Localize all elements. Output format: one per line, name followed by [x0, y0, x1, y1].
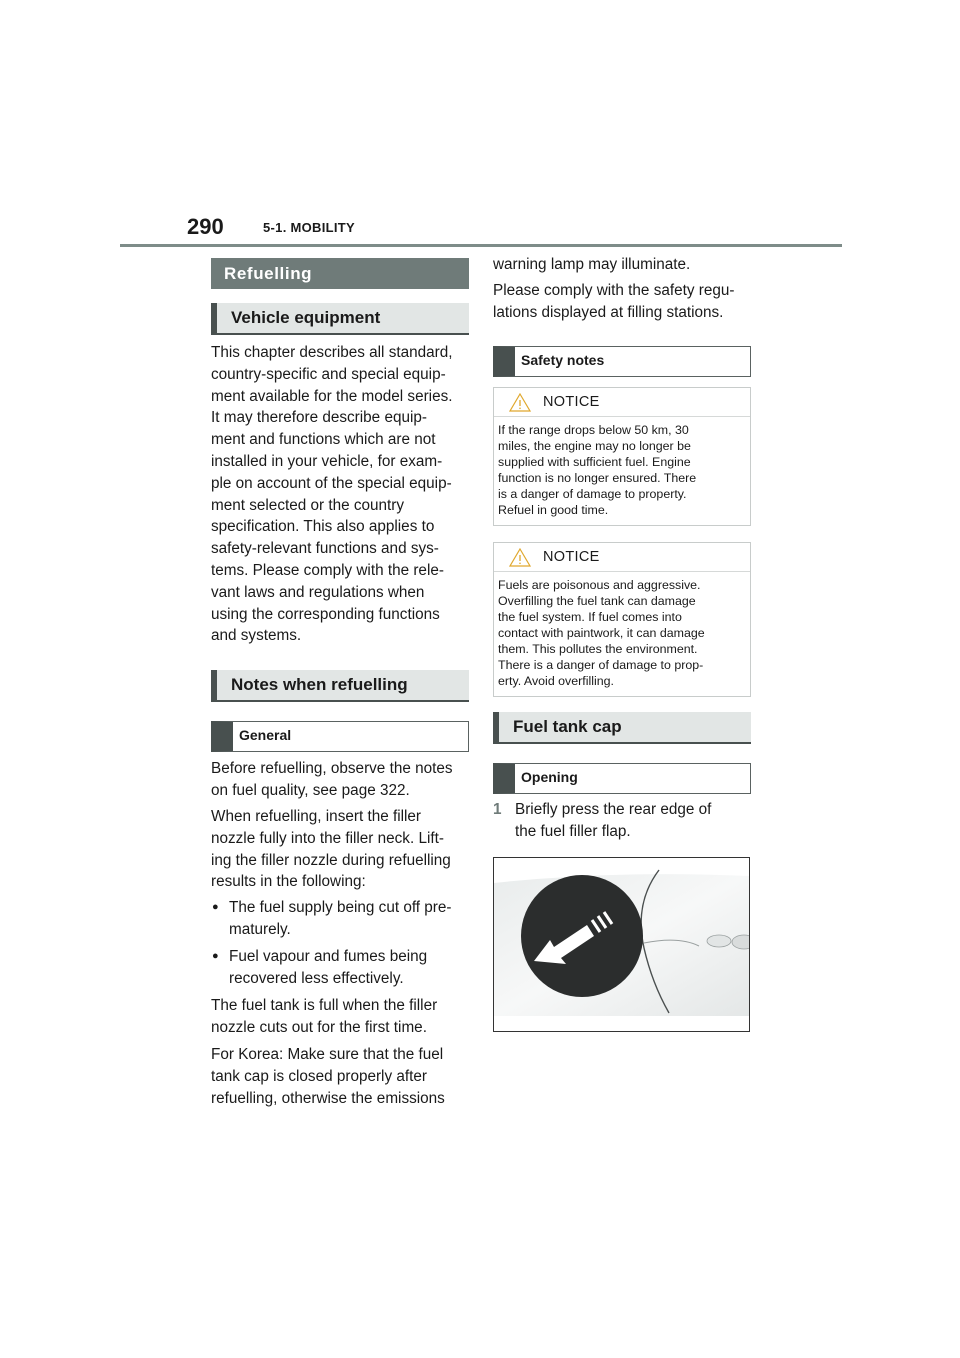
text-line: function is no longer ensured. There	[498, 471, 697, 485]
warning-triangle-icon	[509, 393, 531, 412]
step-text	[493, 799, 755, 843]
text-line: ing the filler nozzle during refuelling	[211, 851, 451, 869]
page-number: 290	[187, 214, 224, 239]
text-line: When refuelling, insert the filler	[211, 808, 422, 825]
text-line: Fuels are poisonous and aggressive.	[498, 578, 701, 592]
text-line: lations displayed at filling stations.	[493, 303, 724, 321]
text-line: Refuel in good time.	[498, 503, 609, 517]
step-1	[493, 799, 755, 843]
text-line: The fuel tank is full when the filler	[211, 997, 438, 1014]
text-line: nozzle cuts out for the first time.	[211, 1018, 427, 1036]
text-line: Please comply with the safety regu-	[493, 282, 735, 299]
text-line: ● The fuel supply being cut off pre-	[229, 899, 452, 916]
text-line: ment selected or the country	[211, 496, 405, 514]
text-line: miles, the engine may no longer be	[498, 439, 691, 453]
text-line: is a danger of damage to property.	[498, 487, 687, 501]
text-line: erty. Avoid overfilling.	[498, 674, 614, 688]
text-line: tank cap is closed properly after	[211, 1067, 427, 1085]
refuelling-heading: Refuelling	[211, 258, 469, 289]
text-line: specification. This also applies to	[211, 518, 435, 536]
notice-header	[494, 388, 750, 417]
text-line: nozzle fully into the filler neck. Lift-	[211, 829, 444, 847]
text-line: ple on account of the special equip-	[211, 474, 452, 492]
text-line: installed in your vehicle, for exam-	[211, 452, 443, 470]
notice-text	[494, 417, 750, 518]
fuel-filler-flap-illustration	[493, 857, 750, 1032]
header-divider	[120, 244, 842, 247]
comply-paragraph	[493, 280, 755, 324]
text-line: them. This pollutes the environment.	[498, 642, 698, 656]
text-line: It may therefore describe equip-	[211, 409, 427, 427]
text-line: refuelling, otherwise the emissions	[211, 1089, 445, 1107]
bullet-item	[211, 946, 473, 990]
warning-triangle-icon	[509, 548, 531, 567]
fuel-flap-drawing	[494, 858, 749, 1031]
safety-notes-heading: Safety notes	[493, 346, 751, 377]
tank-full-paragraph	[211, 995, 473, 1039]
text-line: This chapter describes all standard,	[211, 344, 453, 361]
text-line: and systems.	[211, 627, 302, 645]
text-line: country-specific and special equip-	[211, 365, 446, 383]
text-line: supplied with sufficient fuel. Engine	[498, 455, 691, 469]
vehicle-equipment-paragraph	[211, 342, 473, 647]
text-line: vant laws and regulations when	[211, 583, 425, 601]
vehicle-equipment-heading: Vehicle equipment	[211, 303, 469, 335]
text-line: results in the following:	[211, 873, 366, 891]
notice-box	[493, 387, 751, 526]
text-line: Before refuelling, observe the notes	[211, 760, 453, 777]
text-line: tems. Please comply with the rele-	[211, 561, 444, 579]
text-line: There is a danger of damage to prop-	[498, 658, 704, 672]
chapter-title: 5-1. MOBILITY	[263, 220, 356, 235]
korea-paragraph	[211, 1044, 473, 1109]
text-line: safety-relevant functions and sys-	[211, 540, 439, 558]
text-line: Overfilling the fuel tank can damage	[498, 594, 696, 608]
text-line: If the range drops below 50 km, 30	[498, 423, 689, 437]
opening-heading: Opening	[493, 763, 751, 794]
text-line: maturely.	[229, 920, 291, 938]
text-line: ment available for the model series.	[211, 387, 453, 405]
notice-header	[494, 543, 750, 572]
text-line: the fuel system. If fuel comes into	[498, 610, 682, 624]
step-number: 1	[493, 801, 502, 818]
notes-refuelling-heading: Notes when refuelling	[211, 670, 469, 702]
nozzle-paragraph	[211, 806, 473, 893]
general-heading: General	[211, 721, 469, 752]
notice-title: NOTICE	[543, 549, 600, 565]
text-line: on fuel quality, see page 322.	[211, 781, 410, 799]
text-line: warning lamp may illuminate.	[493, 256, 691, 273]
text-line: contact with paintwork, it can damage	[498, 626, 705, 640]
text-line: ● Fuel vapour and fumes being	[229, 948, 428, 965]
fuel-tank-cap-heading: Fuel tank cap	[493, 712, 751, 744]
fuel-quality-paragraph	[211, 758, 473, 802]
text-line: recovered less effectively.	[229, 969, 404, 987]
bullet-item	[211, 897, 473, 941]
text-line: the fuel filler flap.	[515, 822, 631, 840]
text-line: using the corresponding functions	[211, 605, 440, 623]
continued-paragraph	[493, 254, 755, 276]
notice-title: NOTICE	[543, 394, 600, 410]
text-line: ment and functions which are not	[211, 431, 436, 449]
text-line: Briefly press the rear edge of	[515, 801, 712, 818]
text-line: For Korea: Make sure that the fuel	[211, 1046, 444, 1063]
notice-box	[493, 542, 751, 697]
notice-text	[494, 572, 750, 689]
